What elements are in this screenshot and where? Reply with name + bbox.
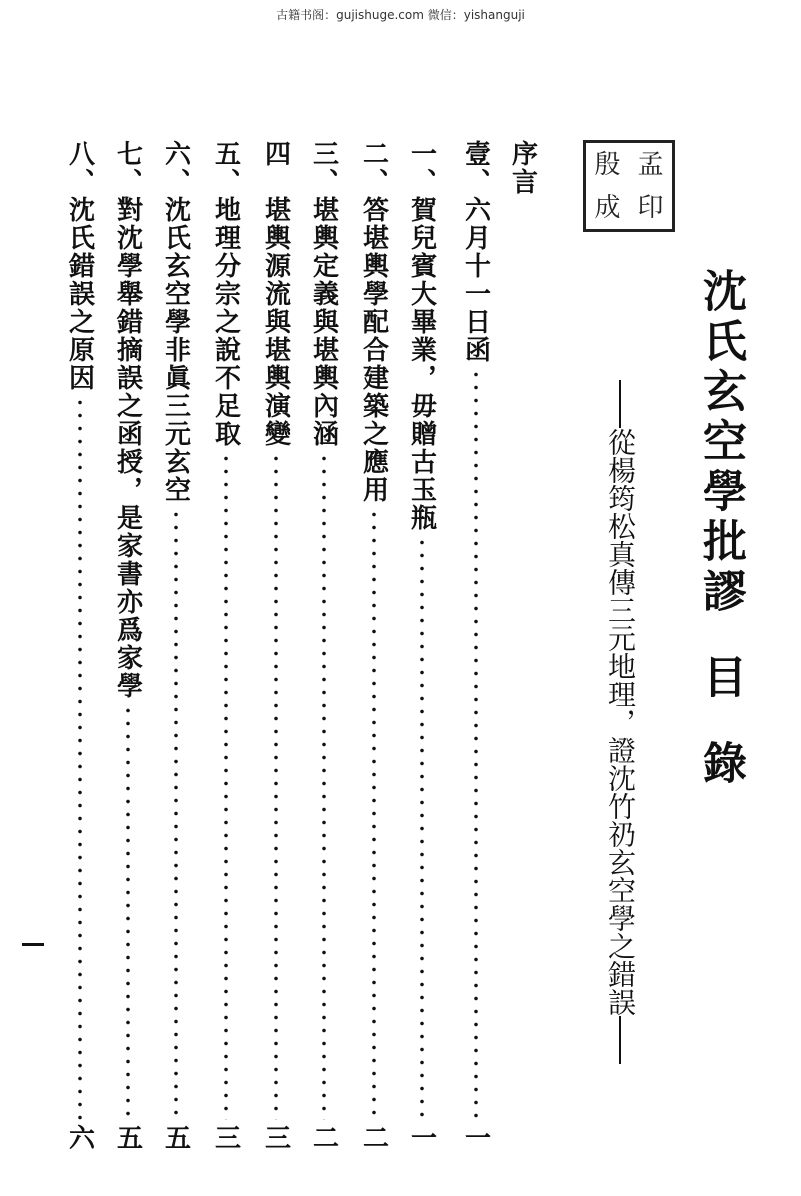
toc-page-number: 五 bbox=[160, 1124, 191, 1150]
toc-entry[interactable] bbox=[458, 140, 494, 1150]
leader-dots bbox=[224, 452, 228, 1120]
toc-label: 二、答堪輿學配合建築之應用 bbox=[358, 140, 389, 504]
subtitle-text: 從楊筠松真傳三元地理，證沈竹礽玄空學之錯誤 bbox=[604, 428, 637, 1016]
toc-entry[interactable] bbox=[356, 140, 392, 1150]
seal-char: 殷 bbox=[594, 149, 621, 180]
seal-stamp bbox=[583, 140, 675, 232]
toc-entry[interactable] bbox=[306, 140, 342, 1150]
leader-dots bbox=[174, 508, 178, 1120]
title-lu: 錄 bbox=[695, 740, 746, 790]
seal-char: 成 bbox=[594, 192, 621, 223]
subtitle-rule-top bbox=[619, 380, 621, 428]
toc-label: 四 堪輿源流與堪輿演變 bbox=[260, 140, 291, 448]
toc-label: 八、沈氏錯誤之原因 bbox=[64, 140, 95, 392]
leader-dots bbox=[420, 536, 424, 1120]
subtitle bbox=[600, 380, 640, 1080]
toc-label: 五、地理分宗之說不足取 bbox=[210, 140, 241, 448]
leader-dots bbox=[372, 508, 376, 1120]
toc-page-number: 三 bbox=[210, 1124, 241, 1150]
leader-dots bbox=[274, 452, 278, 1120]
toc-entry-preface[interactable] bbox=[505, 140, 541, 1150]
toc-entry[interactable] bbox=[208, 140, 244, 1150]
folio-mark bbox=[22, 943, 44, 946]
seal-char: 孟 bbox=[637, 149, 664, 180]
watermark: 古籍书阁：gujishuge.com 微信：yishanguji bbox=[276, 8, 525, 22]
toc-entry[interactable] bbox=[62, 140, 98, 1150]
toc-label: 七、對沈學舉錯摘誤之函授，是家書亦爲家學 bbox=[112, 140, 143, 700]
toc-entry[interactable] bbox=[258, 140, 294, 1150]
toc-page-number: 五 bbox=[112, 1124, 143, 1150]
leader-dots bbox=[78, 396, 82, 1120]
toc-label: 壹、六月十一日函 bbox=[460, 140, 491, 364]
toc-entry[interactable] bbox=[404, 140, 440, 1150]
toc-page-number: 二 bbox=[358, 1124, 389, 1150]
toc-label: 一、賀兒賓大畢業，毋贈古玉瓶 bbox=[406, 140, 437, 532]
toc-entry[interactable] bbox=[158, 140, 194, 1150]
leader-dots bbox=[126, 704, 130, 1120]
toc-entry[interactable] bbox=[110, 140, 146, 1150]
title-mu: 目 bbox=[695, 654, 746, 704]
toc-page-number: 一 bbox=[406, 1124, 437, 1150]
leader-dots bbox=[322, 452, 326, 1120]
leader-dots bbox=[474, 368, 478, 1120]
toc-page-number: 三 bbox=[260, 1124, 291, 1150]
toc-label: 六、沈氏玄空學非眞三元玄空 bbox=[160, 140, 191, 504]
toc-page-number: 二 bbox=[308, 1124, 339, 1150]
toc-label: 序言 bbox=[507, 140, 538, 196]
page-title bbox=[688, 268, 752, 790]
subtitle-rule-bottom bbox=[619, 1016, 621, 1064]
seal-char: 印 bbox=[637, 192, 664, 223]
toc-label: 三、堪輿定義與堪輿內涵 bbox=[308, 140, 339, 448]
title-main: 沈氏玄空學批謬 bbox=[695, 268, 746, 618]
toc-page-number: 一 bbox=[460, 1124, 491, 1150]
toc-page-number: 六 bbox=[64, 1124, 95, 1150]
